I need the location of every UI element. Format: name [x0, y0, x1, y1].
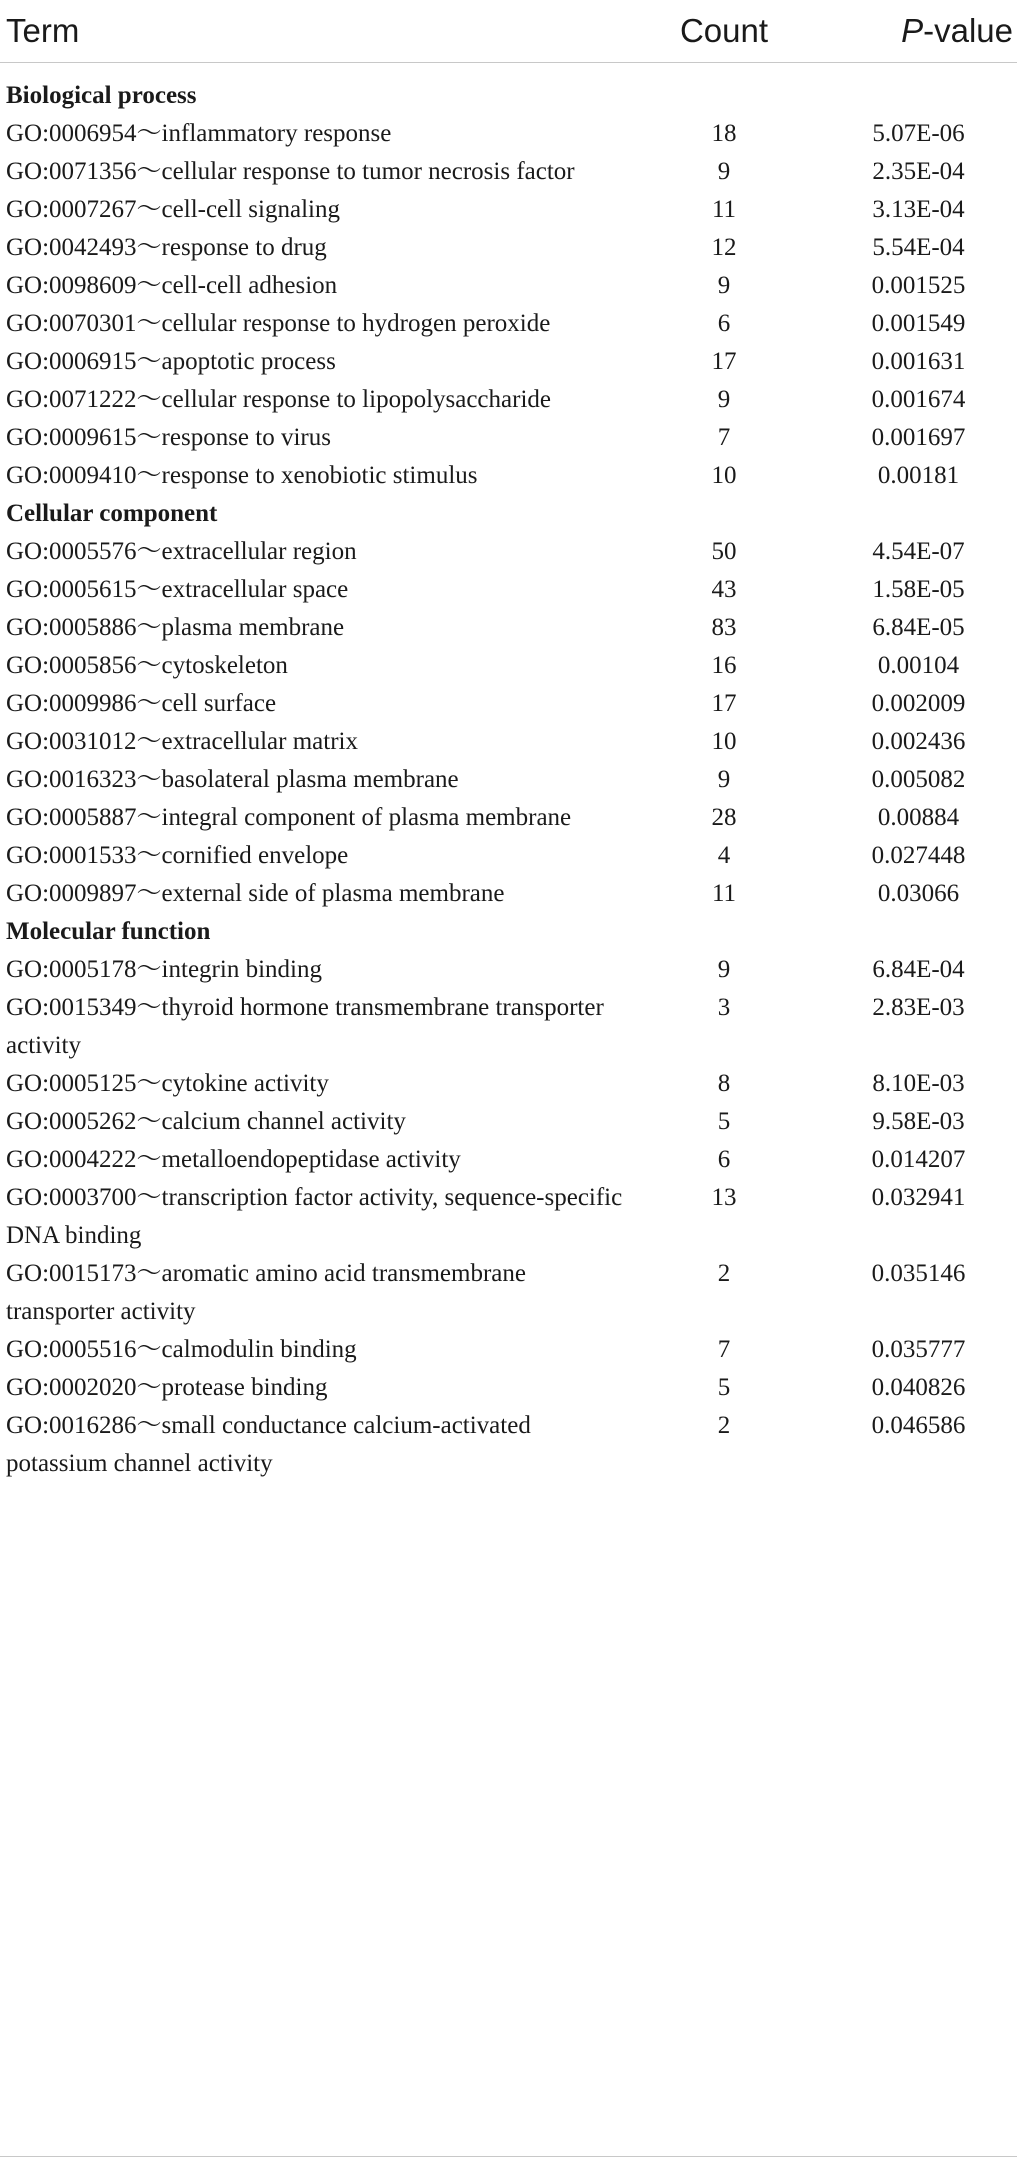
p-value-cell: 0.027448 — [871, 842, 966, 869]
header-row — [0, 0, 1017, 63]
p-value-cell: 0.00181 — [877, 462, 960, 489]
count-cell: 8 — [717, 1070, 731, 1097]
term-cell: GO:0070301～cellular response to hydrogen peroxide — [6, 310, 551, 337]
count-cell: 16 — [711, 652, 737, 679]
count-cell: 9 — [717, 386, 731, 413]
term-cell: GO:0005178～integrin binding — [6, 956, 322, 983]
count-cell: 83 — [711, 614, 737, 641]
term-cell: GO:0015349～thyroid hormone transmembrane transporter activity — [6, 994, 604, 1059]
table-row — [0, 191, 1017, 229]
count-cell: 11 — [711, 880, 737, 907]
p-value-cell: 0.001525 — [871, 272, 966, 299]
count-cell: 9 — [717, 158, 731, 185]
table-row — [0, 1103, 1017, 1141]
table-row — [0, 1065, 1017, 1103]
table-header — [0, 0, 1017, 63]
p-value-cell: 0.035146 — [871, 1260, 966, 1287]
section-title: Biological process — [6, 82, 197, 109]
p-value-cell: 0.014207 — [871, 1146, 966, 1173]
term-cell: GO:0016286～small conductance calcium-activated potassium channel activity — [6, 1412, 531, 1477]
section-row — [0, 63, 1017, 116]
header-p-italic: P — [901, 12, 924, 49]
p-value-cell: 6.84E-04 — [872, 956, 965, 983]
term-cell: GO:0009897～external side of plasma membrane — [6, 880, 505, 907]
p-value-cell: 1.58E-05 — [872, 576, 965, 603]
p-value-cell: 0.002436 — [871, 728, 966, 755]
term-cell: GO:0005615～extracellular space — [6, 576, 349, 603]
term-cell: GO:0071222～cellular response to lipopolysaccharide — [6, 386, 551, 413]
table-row — [0, 571, 1017, 609]
term-cell: GO:0042493～response to drug — [6, 234, 327, 261]
count-cell: 5 — [717, 1108, 731, 1135]
table-row — [0, 153, 1017, 191]
term-cell: GO:0005262～calcium channel activity — [6, 1108, 406, 1135]
count-cell: 2 — [717, 1412, 731, 1439]
table-body — [0, 63, 1017, 1484]
term-cell: GO:0005576～extracellular region — [6, 538, 357, 565]
header-p-value — [808, 0, 1017, 63]
table-row — [0, 533, 1017, 571]
term-cell: GO:0005856～cytoskeleton — [6, 652, 288, 679]
bottom-rule — [0, 2156, 1017, 2157]
count-cell: 6 — [717, 1146, 731, 1173]
table-row — [0, 343, 1017, 381]
p-value-cell: 5.07E-06 — [872, 120, 965, 147]
table-row — [0, 723, 1017, 761]
section-row — [0, 913, 1017, 951]
term-cell: GO:0002020～protease binding — [6, 1374, 328, 1401]
p-value-cell: 8.10E-03 — [872, 1070, 965, 1097]
p-value-cell: 0.005082 — [871, 766, 966, 793]
p-value-cell: 0.03066 — [877, 880, 960, 907]
count-cell: 10 — [711, 462, 737, 489]
p-value-cell: 0.001631 — [871, 348, 966, 375]
table-row — [0, 419, 1017, 457]
header-p-rest: -value — [923, 12, 1013, 49]
p-value-cell: 0.001674 — [871, 386, 966, 413]
p-value-cell: 0.002009 — [871, 690, 966, 717]
count-cell: 4 — [717, 842, 731, 869]
table-row — [0, 875, 1017, 913]
term-cell: GO:0031012～extracellular matrix — [6, 728, 358, 755]
count-cell: 13 — [711, 1184, 737, 1211]
table-row — [0, 989, 1017, 1065]
term-cell: GO:0009615～response to virus — [6, 424, 331, 451]
term-cell: GO:0006915～apoptotic process — [6, 348, 336, 375]
table-row — [0, 951, 1017, 989]
count-cell: 5 — [717, 1374, 731, 1401]
header-count: Count — [640, 0, 808, 63]
table-row — [0, 799, 1017, 837]
table-row — [0, 115, 1017, 153]
term-cell: GO:0016323～basolateral plasma membrane — [6, 766, 459, 793]
term-cell: GO:0009986～cell surface — [6, 690, 277, 717]
table-row — [0, 1369, 1017, 1407]
count-cell: 7 — [717, 424, 731, 451]
term-cell: GO:0071356～cellular response to tumor necrosis factor — [6, 158, 575, 185]
p-value-cell: 5.54E-04 — [872, 234, 965, 261]
term-cell: GO:0009410～response to xenobiotic stimulus — [6, 462, 478, 489]
p-value-cell: 0.040826 — [871, 1374, 966, 1401]
p-value-cell: 3.13E-04 — [872, 196, 965, 223]
count-cell: 3 — [717, 994, 731, 1021]
count-cell: 2 — [717, 1260, 731, 1287]
p-value-cell: 0.00884 — [877, 804, 960, 831]
p-value-cell: 2.35E-04 — [872, 158, 965, 185]
table-row — [0, 305, 1017, 343]
count-cell: 50 — [711, 538, 737, 565]
table-row — [0, 685, 1017, 723]
count-cell: 7 — [717, 1336, 731, 1363]
count-cell: 10 — [711, 728, 737, 755]
p-value-cell: 6.84E-05 — [872, 614, 965, 641]
p-value-cell: 0.001697 — [871, 424, 966, 451]
p-value-cell: 4.54E-07 — [872, 538, 965, 565]
count-cell: 9 — [717, 272, 731, 299]
table-row — [0, 381, 1017, 419]
count-cell: 17 — [711, 348, 737, 375]
count-cell: 6 — [717, 310, 731, 337]
p-value-cell: 9.58E-03 — [872, 1108, 965, 1135]
p-value-cell: 0.032941 — [871, 1184, 966, 1211]
table-row — [0, 1331, 1017, 1369]
p-value-cell: 0.00104 — [877, 652, 960, 679]
table-row — [0, 1179, 1017, 1255]
table-row — [0, 1255, 1017, 1331]
term-cell: GO:0005887～integral component of plasma membrane — [6, 804, 572, 831]
section-row — [0, 495, 1017, 533]
term-cell: GO:0005516～calmodulin binding — [6, 1336, 357, 1363]
table-row — [0, 457, 1017, 495]
term-cell: GO:0003700～transcription factor activity, sequence-specific DNA binding — [6, 1184, 623, 1249]
count-cell: 9 — [717, 766, 731, 793]
table-row — [0, 229, 1017, 267]
term-cell: GO:0007267～cell-cell signaling — [6, 196, 340, 223]
table-row — [0, 837, 1017, 875]
table-row — [0, 761, 1017, 799]
count-cell: 11 — [711, 196, 737, 223]
count-cell: 12 — [711, 234, 737, 261]
count-cell: 28 — [711, 804, 737, 831]
term-cell: GO:0098609～cell-cell adhesion — [6, 272, 338, 299]
table-row — [0, 1407, 1017, 1483]
count-cell: 17 — [711, 690, 737, 717]
term-cell: GO:0001533～cornified envelope — [6, 842, 349, 869]
section-title: Molecular function — [6, 918, 211, 945]
table-row — [0, 647, 1017, 685]
p-value-cell: 0.046586 — [871, 1412, 966, 1439]
count-cell: 9 — [717, 956, 731, 983]
p-value-cell: 0.035777 — [871, 1336, 966, 1363]
header-term: Term — [0, 0, 640, 63]
term-cell: GO:0004222～metalloendopeptidase activity — [6, 1146, 461, 1173]
count-cell: 43 — [711, 576, 737, 603]
term-cell: GO:0005125～cytokine activity — [6, 1070, 329, 1097]
table-row — [0, 609, 1017, 647]
p-value-cell: 0.001549 — [871, 310, 966, 337]
section-title: Cellular component — [6, 500, 218, 527]
term-cell: GO:0015173～aromatic amino acid transmembrane transporter activity — [6, 1260, 526, 1325]
term-cell: GO:0005886～plasma membrane — [6, 614, 345, 641]
p-value-cell: 2.83E-03 — [872, 994, 965, 1021]
term-cell: GO:0006954～inflammatory response — [6, 120, 392, 147]
table-row — [0, 1141, 1017, 1179]
table-row — [0, 267, 1017, 305]
count-cell: 18 — [711, 120, 737, 147]
